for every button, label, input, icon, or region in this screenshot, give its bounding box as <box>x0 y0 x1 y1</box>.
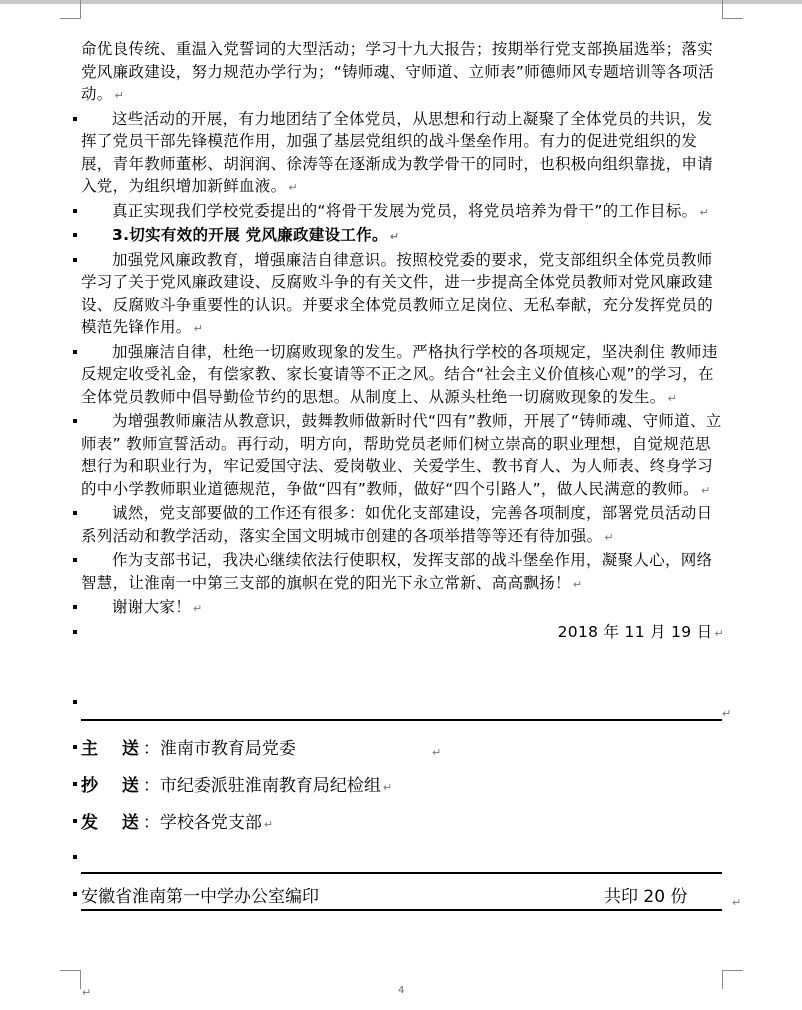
paragraph-text: 加强党风廉政教育，增强廉洁自律意识。按照校党委的要求，党支部组织全体党员教师学习了关于党风廉政建设、反腐败斗争的有关文件，进一步提高全体党员教师对党风廉政建设、反腐败斗争重要性的认识。并要求全体党员教师立足岗位、无私奉献，充分发挥党员的模范先锋作用。 <box>81 250 714 336</box>
bullet-marker <box>73 233 77 237</box>
distribution-send[interactable]: 发 送：学校各党支部 ↵ <box>81 813 274 833</box>
paragraph-9[interactable] <box>81 549 724 596</box>
cc-value: 市纪委派驻淮南教育局纪检组 <box>159 776 381 796</box>
paragraph-mark: ↵ <box>714 626 724 640</box>
paragraph-mark: ↵ <box>667 391 678 405</box>
bullet-marker <box>73 419 77 423</box>
bullet-marker <box>73 700 77 704</box>
paragraph-6[interactable] <box>81 341 724 411</box>
paragraph-mark: ↵ <box>432 746 442 759</box>
to-label: 主 送 <box>81 739 143 759</box>
paragraph-mark: ↵ <box>389 230 400 243</box>
crop-mark-top-right <box>722 0 743 19</box>
send-label: 发 送 <box>81 813 143 833</box>
distribution-to[interactable]: 主 送：淮南市教育局党委 <box>81 739 296 759</box>
paragraph-mark: ↵ <box>193 602 203 615</box>
page-number: 4 <box>398 985 405 996</box>
paragraph-5[interactable] <box>81 249 724 341</box>
paragraph-8[interactable] <box>81 502 724 549</box>
paragraph-1[interactable] <box>81 38 724 108</box>
document-body[interactable] <box>81 38 724 645</box>
paragraph-text: 谢谢大家！ <box>112 598 192 616</box>
crop-mark-bottom-right <box>722 970 743 989</box>
bullet-marker <box>73 350 77 354</box>
to-value: 淮南市教育局党委 <box>159 739 296 759</box>
paragraph-mark: ↵ <box>700 483 711 497</box>
footer-printer[interactable]: 安徽省淮南第一中学办公室编印 <box>81 887 319 907</box>
paragraph-10[interactable] <box>81 596 724 621</box>
bullet-marker <box>73 819 77 823</box>
paragraph-mark: ↵ <box>382 781 393 794</box>
distribution-cc[interactable]: 抄 送：市纪委派驻淮南教育局纪检组 ↵ <box>81 776 393 796</box>
paragraph-text: 真正实现我们学校党委提出的“将骨干发展为党员，将党员培养为骨干”的工作目标。 <box>112 201 698 220</box>
paragraph-mark: ↵ <box>193 322 204 335</box>
date-text: 2018 年 11 月 19 日 <box>557 622 713 641</box>
heading-text: 3.切实有效的开展 党风廉政建设工作。 <box>112 226 388 244</box>
paragraph-mark: ↵ <box>82 986 92 999</box>
bullet-marker <box>73 745 77 749</box>
paragraph-text: 命优良传统、重温入党誓词的大型活动；学习十九大报告；按期举行党支部换届选举；落实党风廉政建设，努力规范办学行为；“铸师魂、守师道、立师表”师德师风专题培训等各项活动。 <box>81 40 714 103</box>
paragraph-3[interactable] <box>81 200 724 225</box>
crop-mark-bottom-left <box>60 970 81 989</box>
document-date[interactable] <box>81 621 724 646</box>
paragraph-mark: ↵ <box>114 89 125 102</box>
paragraph-mark: ↵ <box>722 707 732 720</box>
paragraph-text: 为增强教师廉洁从教意识，鼓舞教师做新时代“四有”教师，开展了“铸师魂、守师道、立师表” 教师宣誓活动。再行动，明方向，帮助党员老师们树立崇高的职业理想，自觉规范思想行为和职业行为，牢记爱国守法、爱岗敬业、关爱学生、教书育人、为人师表、终身学习的中小学教师职业道德规范，争做“四有”教师，做好“四个引路人”，做人民满意的教师。 <box>81 412 722 498</box>
bullet-marker <box>73 630 77 634</box>
bullet-marker <box>73 117 77 121</box>
divider-line <box>81 909 722 911</box>
window-top-edge <box>0 0 802 4</box>
paragraph-mark: ↵ <box>288 181 298 194</box>
paragraph-text: 加强廉洁自律，杜绝一切腐败现象的发生。严格执行学校的各项规定，坚决刹住 教师违反规定收受礼金，有偿家教、家长宴请等不正之风。结合“社会主义价值核心观”的学习，在全体党员教师中倡导勤俭节约的思想。从制度上、从源头杜绝一切腐败现象的发生。 <box>81 342 718 406</box>
bullet-marker <box>73 605 77 609</box>
divider-line <box>81 719 722 721</box>
bullet-marker <box>73 782 77 786</box>
divider-line <box>81 872 722 874</box>
paragraph-mark: ↵ <box>699 205 709 219</box>
paragraph-mark: ↵ <box>604 530 614 544</box>
cc-label: 抄 送 <box>81 776 143 796</box>
send-value: 学校各党支部 <box>159 813 262 833</box>
paragraph-text: 诚然，党支部要做的工作还有很多：如优化支部建设，完善各项制度，部署党员活动日系列活动和教学活动，落实全国文明城市创建的各项举措等等还有待加强。 <box>81 504 713 545</box>
paragraph-7[interactable] <box>81 410 724 502</box>
section-heading[interactable] <box>81 224 724 249</box>
paragraph-2[interactable] <box>81 108 724 200</box>
paragraph-mark: ↵ <box>263 818 274 831</box>
bullet-marker <box>73 558 77 562</box>
bullet-marker <box>73 209 77 213</box>
footer-copies[interactable]: 共印 20 份 <box>604 887 688 907</box>
paragraph-text: 作为支部书记，我决心继续依法行使职权，发挥支部的战斗堡垒作用，凝聚人心，网络智慧，让淮南一中第三支部的旗帜在党的阳光下永立常新、高高飘扬！ <box>81 551 713 592</box>
paragraph-text: 这些活动的开展，有力地团结了全体党员，从思想和行动上凝聚了全体党员的共识，发挥了党员干部先锋模范作用，加强了基层党组织的战斗堡垒作用。有力的促进党组织的发展，青年教师董彬、胡润润、徐涛等在逐渐成为教学骨干的同时，也积极向组织靠拢，申请入党，为组织增加新鲜血液。 <box>81 109 714 195</box>
bullet-marker <box>73 258 77 262</box>
bullet-marker <box>73 511 77 515</box>
paragraph-mark: ↵ <box>732 896 742 909</box>
bullet-marker <box>73 855 77 859</box>
bullet-marker <box>73 892 77 896</box>
crop-mark-top-left <box>60 0 81 19</box>
paragraph-mark: ↵ <box>572 577 583 591</box>
